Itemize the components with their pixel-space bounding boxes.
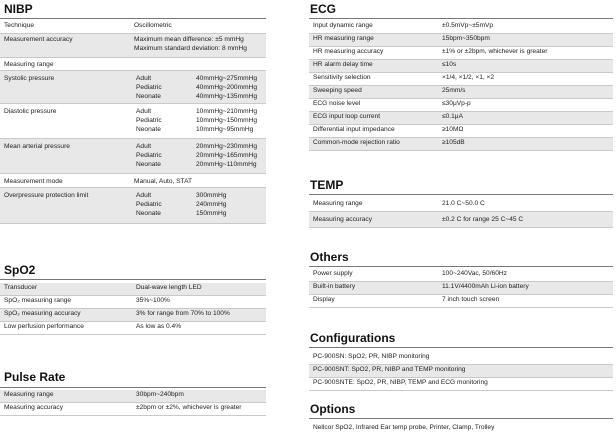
ecg-value: 15bpm~350bpm: [442, 35, 490, 42]
ecg-row: [309, 125, 613, 138]
options-row: [309, 423, 613, 435]
others-row-battery: [309, 282, 613, 295]
nibp-diastolic-neonate: Neonate: [136, 126, 161, 133]
options-title-rule: [309, 418, 613, 419]
nibp-title-rule: [0, 18, 266, 19]
nibp-technique-value: Oscillometric: [134, 22, 172, 29]
spo2-title-rule: [0, 279, 266, 280]
nibp-row-mean: [0, 139, 266, 174]
spo2-row-transducer: [0, 283, 266, 296]
ecg-label: Input dynamic range: [313, 22, 373, 29]
nibp-mode-label: Measurement mode: [4, 178, 63, 185]
pulse-title-rule: [0, 387, 266, 388]
others-row-display: [309, 295, 613, 308]
others-power-label: Power supply: [313, 270, 353, 277]
spo2-row-perfusion: [0, 322, 266, 335]
ecg-value: ±1% or ±2bpm, whichever is greater: [442, 48, 548, 55]
nibp-mean-adult: Adult: [136, 143, 152, 150]
configuration-item: PC-900SNT: SpO2, PR, NIBP and TEMP monitoring: [313, 366, 466, 373]
others-title: Others: [310, 250, 349, 264]
nibp-systolic-adult-value: 40mmHg~275mmHg: [196, 75, 258, 82]
nibp-row-range: [0, 58, 266, 71]
ecg-row: [309, 73, 613, 86]
ecg-title: ECG: [310, 2, 337, 16]
options-text: Nellcor SpO2, Infrared Ear temp probe, Printer, Clamp, Trolley: [313, 424, 495, 431]
nibp-diastolic-neonate-value: 10mmHg~95mmHg: [196, 126, 254, 133]
nibp-diastolic-label: Diastolic pressure: [4, 108, 57, 115]
ecg-label: HR alarm delay time: [313, 61, 373, 68]
spo2-perfusion-label: Low perfusion performance: [4, 323, 84, 330]
ecg-row: [309, 47, 613, 60]
nibp-mean-label: Mean arterial pressure: [4, 143, 70, 150]
ecg-label: Sensitivity selection: [313, 74, 371, 81]
nibp-overpressure-pediatric: Pediatric: [136, 201, 162, 208]
temp-title-rule: [309, 194, 613, 195]
nibp-systolic-neonate-value: 40mmHg~135mmHg: [196, 93, 258, 100]
nibp-mean-pediatric-value: 20mmHg~165mmHg: [196, 152, 258, 159]
others-battery-label: Built-in battery: [313, 283, 356, 290]
spo2-range-value: 35%~100%: [136, 297, 170, 304]
spo2-perfusion-value: As low as 0.4%: [136, 323, 182, 330]
options-table: [309, 423, 613, 435]
nibp-systolic-pediatric: Pediatric: [136, 84, 162, 91]
temp-accuracy-value: ±0.2 C for range 25 C~45 C: [442, 216, 524, 223]
spo2-transducer-value: Dual-wave length LED: [136, 284, 202, 291]
others-row-power: [309, 269, 613, 282]
configuration-row: [309, 378, 613, 391]
ecg-table: [309, 21, 613, 151]
nibp-systolic-pediatric-value: 40mmHg~200mmHg: [196, 84, 258, 91]
spo2-row-accuracy: [0, 309, 266, 322]
nibp-diastolic-adult-value: 10mmHg~210mmHg: [196, 108, 258, 115]
pulse-row-accuracy: [0, 403, 266, 416]
nibp-row-mode: [0, 174, 266, 188]
ecg-row: [309, 138, 613, 151]
ecg-row: [309, 112, 613, 125]
nibp-overpressure-adult-value: 300mmHg: [196, 192, 227, 199]
ecg-value: ≥105dB: [442, 139, 465, 146]
options-title: Options: [310, 402, 356, 416]
temp-range-label: Measuring range: [313, 200, 363, 207]
ecg-value: ≤30μVp-p: [442, 100, 471, 107]
others-battery-value: 11.1V/4400mAh Li-ion battery: [442, 283, 529, 290]
ecg-label: Common-mode rejection ratio: [313, 139, 400, 146]
ecg-row: [309, 99, 613, 112]
nibp-systolic-adult: Adult: [136, 75, 152, 82]
others-title-rule: [309, 266, 613, 267]
nibp-table: [0, 21, 266, 224]
spo2-title: SpO2: [4, 263, 36, 277]
nibp-row-technique: [0, 21, 266, 34]
nibp-accuracy-line-2: Maximum standard deviation: 8 mmHg: [134, 45, 247, 52]
ecg-row: [309, 34, 613, 47]
temp-range-value: 21.0 C~50.0 C: [442, 200, 485, 207]
configuration-item: PC-900SN: SpO2, PR, NIBP monitoring: [313, 353, 430, 360]
ecg-label: HR measuring range: [313, 35, 374, 42]
nibp-systolic-label: Systolic pressure: [4, 75, 55, 82]
pulse-table: [0, 390, 266, 416]
pulse-row-range: [0, 390, 266, 403]
configuration-row: [309, 365, 613, 378]
nibp-accuracy-line-1: Maximum mean difference: ±5 mmHg: [134, 36, 244, 43]
others-display-label: Display: [313, 296, 335, 303]
nibp-mean-pediatric: Pediatric: [136, 152, 162, 159]
nibp-diastolic-pediatric-value: 10mmHg~150mmHg: [196, 117, 258, 124]
nibp-overpressure-neonate-value: 150mmHg: [196, 210, 227, 217]
temp-accuracy-label: Measuring accuracy: [313, 216, 373, 223]
configuration-row: [309, 352, 613, 365]
nibp-overpressure-pediatric-value: 240mmHg: [196, 201, 227, 208]
temp-row-range: [309, 196, 613, 212]
pulse-accuracy-label: Measuring accuracy: [4, 404, 64, 411]
temp-title: TEMP: [310, 178, 344, 192]
others-display-value: 7 inch touch screen: [442, 296, 500, 303]
nibp-mean-neonate: Neonate: [136, 161, 161, 168]
nibp-accuracy-label: Measurement accuracy: [4, 36, 73, 43]
pulse-range-value: 30bpm~240bpm: [136, 391, 184, 398]
spo2-transducer-label: Transducer: [4, 284, 38, 291]
ecg-value: 25mm/s: [442, 87, 466, 94]
nibp-mean-adult-value: 20mmHg~230mmHg: [196, 143, 258, 150]
nibp-row-accuracy: [0, 34, 266, 58]
pulse-accuracy-value: ±2bpm or ±2%, whichever is greater: [136, 404, 242, 411]
configurations-title-rule: [309, 347, 613, 348]
ecg-label: ECG input loop current: [313, 113, 381, 120]
ecg-row: [309, 21, 613, 34]
ecg-value: ×1/4, ×1/2, ×1, ×2: [442, 74, 495, 81]
spo2-accuracy-value: 3% for range from 70% to 100%: [136, 310, 230, 317]
spo2-row-range: [0, 296, 266, 309]
nibp-overpressure-neonate: Neonate: [136, 210, 161, 217]
nibp-diastolic-pediatric: Pediatric: [136, 117, 162, 124]
ecg-value: ±0.5mVp~±5mVp: [442, 22, 494, 29]
others-table: [309, 269, 613, 308]
ecg-value: ≤10s: [442, 61, 457, 68]
ecg-label: ECG noise level: [313, 100, 361, 107]
ecg-title-rule: [309, 18, 613, 19]
temp-table: [309, 196, 613, 228]
ecg-label: Sweeping speed: [313, 87, 362, 94]
nibp-title: NIBP: [4, 2, 33, 16]
nibp-diastolic-adult: Adult: [136, 108, 152, 115]
ecg-row: [309, 86, 613, 99]
nibp-systolic-neonate: Neonate: [136, 93, 161, 100]
ecg-value: ≥10MΩ: [442, 126, 464, 133]
nibp-row-diastolic: [0, 104, 266, 139]
ecg-label: Differential input impedance: [313, 126, 395, 133]
nibp-mode-value: Manual, Auto, STAT: [134, 178, 193, 185]
ecg-value: ≤0.1μA: [442, 113, 463, 120]
configuration-item: PC-900SNTE: SpO2, PR, NIBP, TEMP and ECG monitoring: [313, 379, 488, 386]
ecg-label: HR measuring accuracy: [313, 48, 384, 55]
nibp-range-label: Measuring range: [4, 61, 54, 68]
pulse-range-label: Measuring range: [4, 391, 54, 398]
nibp-row-overpressure: [0, 188, 266, 224]
nibp-row-systolic: [0, 71, 266, 104]
ecg-row: [309, 60, 613, 73]
configurations-table: [309, 352, 613, 391]
spo2-table: [0, 283, 266, 335]
nibp-technique-label: Technique: [4, 22, 35, 29]
nibp-overpressure-label: Overpressure protection limit: [4, 192, 89, 199]
spo2-range-label: SpO₂ measuring range: [4, 297, 72, 304]
nibp-mean-neonate-value: 20mmHg~110mmHg: [196, 161, 257, 168]
temp-row-accuracy: [309, 212, 613, 228]
pulse-title: Pulse Rate: [4, 370, 66, 384]
spo2-accuracy-label: SpO₂ measuring accuracy: [4, 310, 81, 317]
others-power-value: 100~240Vac, 50/60Hz: [442, 270, 507, 277]
nibp-overpressure-adult: Adult: [136, 192, 152, 199]
configurations-title: Configurations: [310, 331, 396, 345]
